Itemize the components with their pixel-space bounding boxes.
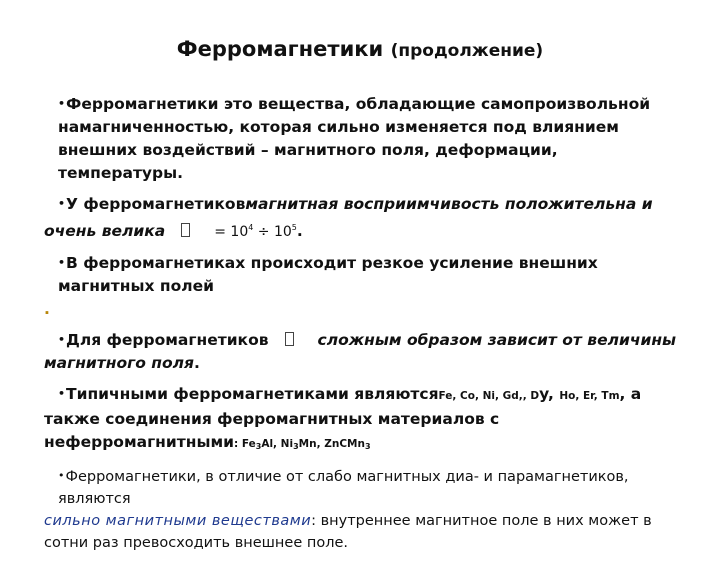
chi-symbol-icon	[181, 223, 190, 237]
paragraph-definition	[44, 92, 684, 185]
typical-compounds: Fe3Al, Ni3Mn, ZnCMn3	[241, 438, 371, 451]
susceptibility-italic: магнитная восприимчивость положительна и очень велика	[44, 195, 653, 240]
typical-lead: Типичными ферромагнетиками являются	[66, 385, 439, 403]
dependence-lead: Для ферромагнетиков	[66, 331, 269, 349]
bullet-icon: •	[58, 333, 66, 346]
typical-y: y	[539, 385, 549, 403]
amplification-end: .	[44, 300, 50, 318]
title-main: Ферромагнетики	[176, 37, 384, 61]
susceptibility-end: .	[296, 222, 303, 240]
bullet-icon: •	[58, 97, 66, 110]
typical-elements-2: Ho, Er, Tm	[559, 390, 620, 402]
paragraph-amplification	[44, 251, 684, 321]
slide-title	[0, 34, 720, 66]
definition-text: Ферромагнетики это вещества, обладающие самопроизвольной намагниченностью, которая сильно изменяется под влиянием внешних воздействий – магнитного поля, деформации, температуры.	[58, 95, 651, 182]
paragraph-comparison	[44, 465, 684, 554]
amplification-text: В ферромагнетиках происходит резкое усиление внешних магнитных полей	[58, 254, 598, 295]
bullet-icon: •	[58, 256, 66, 269]
susceptibility-lead: У ферромагнетиков	[66, 195, 246, 213]
susceptibility-formula: = $10^4 \div 10^5$	[214, 223, 297, 240]
slide-content	[44, 92, 684, 561]
paragraph-typical: •Типичными ферромагнетиками являютсяFe, Co, Ni, Gd,, Dy, Ho, Er, Tm, а также соединения ферромагнитных материалов с неферромагнитными: Fe3Al, Ni3Mn, ZnCMn3	[44, 385, 642, 451]
comparison-rest: : внутреннее магнитное поле в них может в сотни раз превосходить внешнее поле.	[44, 513, 652, 551]
title-sub: (продолжение)	[390, 41, 544, 61]
comparison-lead: Ферромагнетики, в отличие от слабо магнитных диа- и парамагнетиков, являются	[58, 469, 629, 507]
paragraph-dependence	[44, 328, 684, 375]
typical-elements-1: Fe, Co, Ni, Gd,, D	[438, 390, 540, 402]
bullet-icon: •	[58, 469, 65, 482]
bullet-icon: •	[58, 387, 66, 400]
dependence-end: .	[193, 354, 200, 372]
paragraph-susceptibility	[44, 192, 684, 244]
typical-mid: , а также соединения ферромагнитных материалов с неферромагнитными	[44, 385, 642, 451]
chi-symbol-icon	[285, 332, 294, 346]
bullet-icon: •	[58, 197, 66, 210]
dependence-italic: сложным образом зависит от величины магнитного поля	[44, 331, 677, 372]
comparison-emphasis: сильно магнитными веществами	[44, 513, 312, 529]
